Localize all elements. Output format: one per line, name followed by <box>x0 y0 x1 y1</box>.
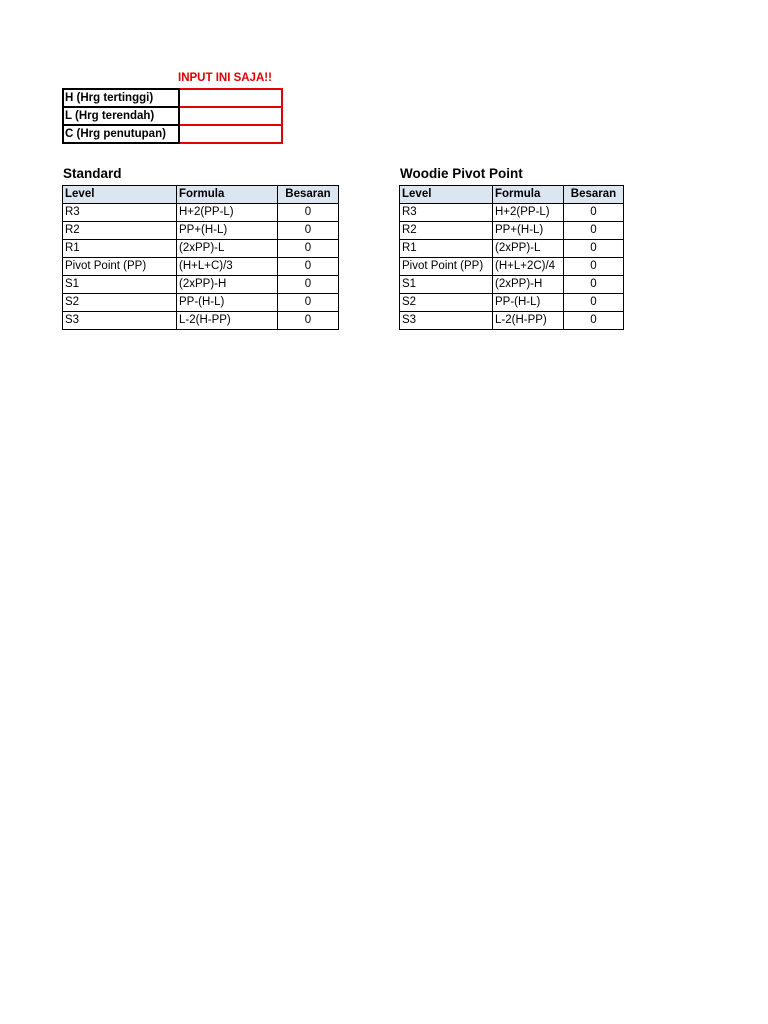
cell-besaran[interactable]: 0 <box>564 204 624 222</box>
table-row <box>400 276 624 294</box>
table-row <box>400 312 624 330</box>
cell-level[interactable]: R1 <box>400 240 493 258</box>
column-header-level: Level <box>63 186 177 204</box>
cell-formula[interactable]: (2xPP)-H <box>177 276 278 294</box>
input-label-low: L (Hrg terendah) <box>63 107 179 125</box>
input-table <box>62 88 283 144</box>
table-row <box>400 294 624 312</box>
table-header-row <box>63 186 339 204</box>
table-row <box>63 222 339 240</box>
table-row <box>63 294 339 312</box>
cell-level[interactable]: R3 <box>63 204 177 222</box>
cell-level[interactable]: Pivot Point (PP) <box>400 258 493 276</box>
cell-level[interactable]: S2 <box>63 294 177 312</box>
input-row-high <box>63 89 282 107</box>
cell-besaran[interactable]: 0 <box>278 222 339 240</box>
table-row <box>63 276 339 294</box>
cell-formula[interactable]: H+2(PP-L) <box>493 204 564 222</box>
cell-besaran[interactable]: 0 <box>564 312 624 330</box>
cell-level[interactable]: R1 <box>63 240 177 258</box>
table-row <box>63 312 339 330</box>
input-cell-high[interactable] <box>179 89 282 107</box>
table-row <box>63 240 339 258</box>
cell-formula[interactable]: PP+(H-L) <box>177 222 278 240</box>
column-header-formula: Formula <box>177 186 278 204</box>
cell-formula[interactable]: PP-(H-L) <box>177 294 278 312</box>
standard-title: Standard <box>63 166 122 181</box>
table-row <box>400 240 624 258</box>
cell-formula[interactable]: PP+(H-L) <box>493 222 564 240</box>
cell-besaran[interactable]: 0 <box>278 294 339 312</box>
cell-besaran[interactable]: 0 <box>564 276 624 294</box>
column-header-besaran: Besaran <box>278 186 339 204</box>
input-label-high: H (Hrg tertinggi) <box>63 89 179 107</box>
woodie-title: Woodie Pivot Point <box>400 166 523 181</box>
cell-besaran[interactable]: 0 <box>278 204 339 222</box>
input-row-low <box>63 107 282 125</box>
cell-level[interactable]: R2 <box>63 222 177 240</box>
input-cell-low[interactable] <box>179 107 282 125</box>
cell-level[interactable]: R3 <box>400 204 493 222</box>
cell-level[interactable]: R2 <box>400 222 493 240</box>
cell-besaran[interactable]: 0 <box>278 240 339 258</box>
column-header-formula: Formula <box>493 186 564 204</box>
cell-formula[interactable]: (2xPP)-H <box>493 276 564 294</box>
cell-level[interactable]: S3 <box>63 312 177 330</box>
cell-level[interactable]: S2 <box>400 294 493 312</box>
cell-formula[interactable]: H+2(PP-L) <box>177 204 278 222</box>
table-row <box>63 258 339 276</box>
cell-formula[interactable]: PP-(H-L) <box>493 294 564 312</box>
column-header-besaran: Besaran <box>564 186 624 204</box>
woodie-pivot-table <box>399 185 624 330</box>
input-cell-close[interactable] <box>179 125 282 143</box>
cell-formula[interactable]: (H+L+C)/3 <box>177 258 278 276</box>
cell-level[interactable]: S1 <box>400 276 493 294</box>
cell-formula[interactable]: (H+L+2C)/4 <box>493 258 564 276</box>
cell-besaran[interactable]: 0 <box>278 258 339 276</box>
cell-level[interactable]: Pivot Point (PP) <box>63 258 177 276</box>
column-header-level: Level <box>400 186 493 204</box>
cell-besaran[interactable]: 0 <box>564 294 624 312</box>
cell-level[interactable]: S1 <box>63 276 177 294</box>
input-row-close <box>63 125 282 143</box>
table-header-row <box>400 186 624 204</box>
cell-formula[interactable]: L-2(H-PP) <box>177 312 278 330</box>
table-row <box>400 222 624 240</box>
table-row <box>400 204 624 222</box>
standard-pivot-table <box>62 185 339 330</box>
cell-besaran[interactable]: 0 <box>278 276 339 294</box>
cell-formula[interactable]: (2xPP)-L <box>177 240 278 258</box>
cell-besaran[interactable]: 0 <box>278 312 339 330</box>
table-row <box>63 204 339 222</box>
input-label-close: C (Hrg penutupan) <box>63 125 179 143</box>
cell-besaran[interactable]: 0 <box>564 222 624 240</box>
input-instruction: INPUT INI SAJA!! <box>178 72 272 84</box>
cell-besaran[interactable]: 0 <box>564 240 624 258</box>
cell-formula[interactable]: (2xPP)-L <box>493 240 564 258</box>
cell-formula[interactable]: L-2(H-PP) <box>493 312 564 330</box>
table-row <box>400 258 624 276</box>
cell-besaran[interactable]: 0 <box>564 258 624 276</box>
cell-level[interactable]: S3 <box>400 312 493 330</box>
